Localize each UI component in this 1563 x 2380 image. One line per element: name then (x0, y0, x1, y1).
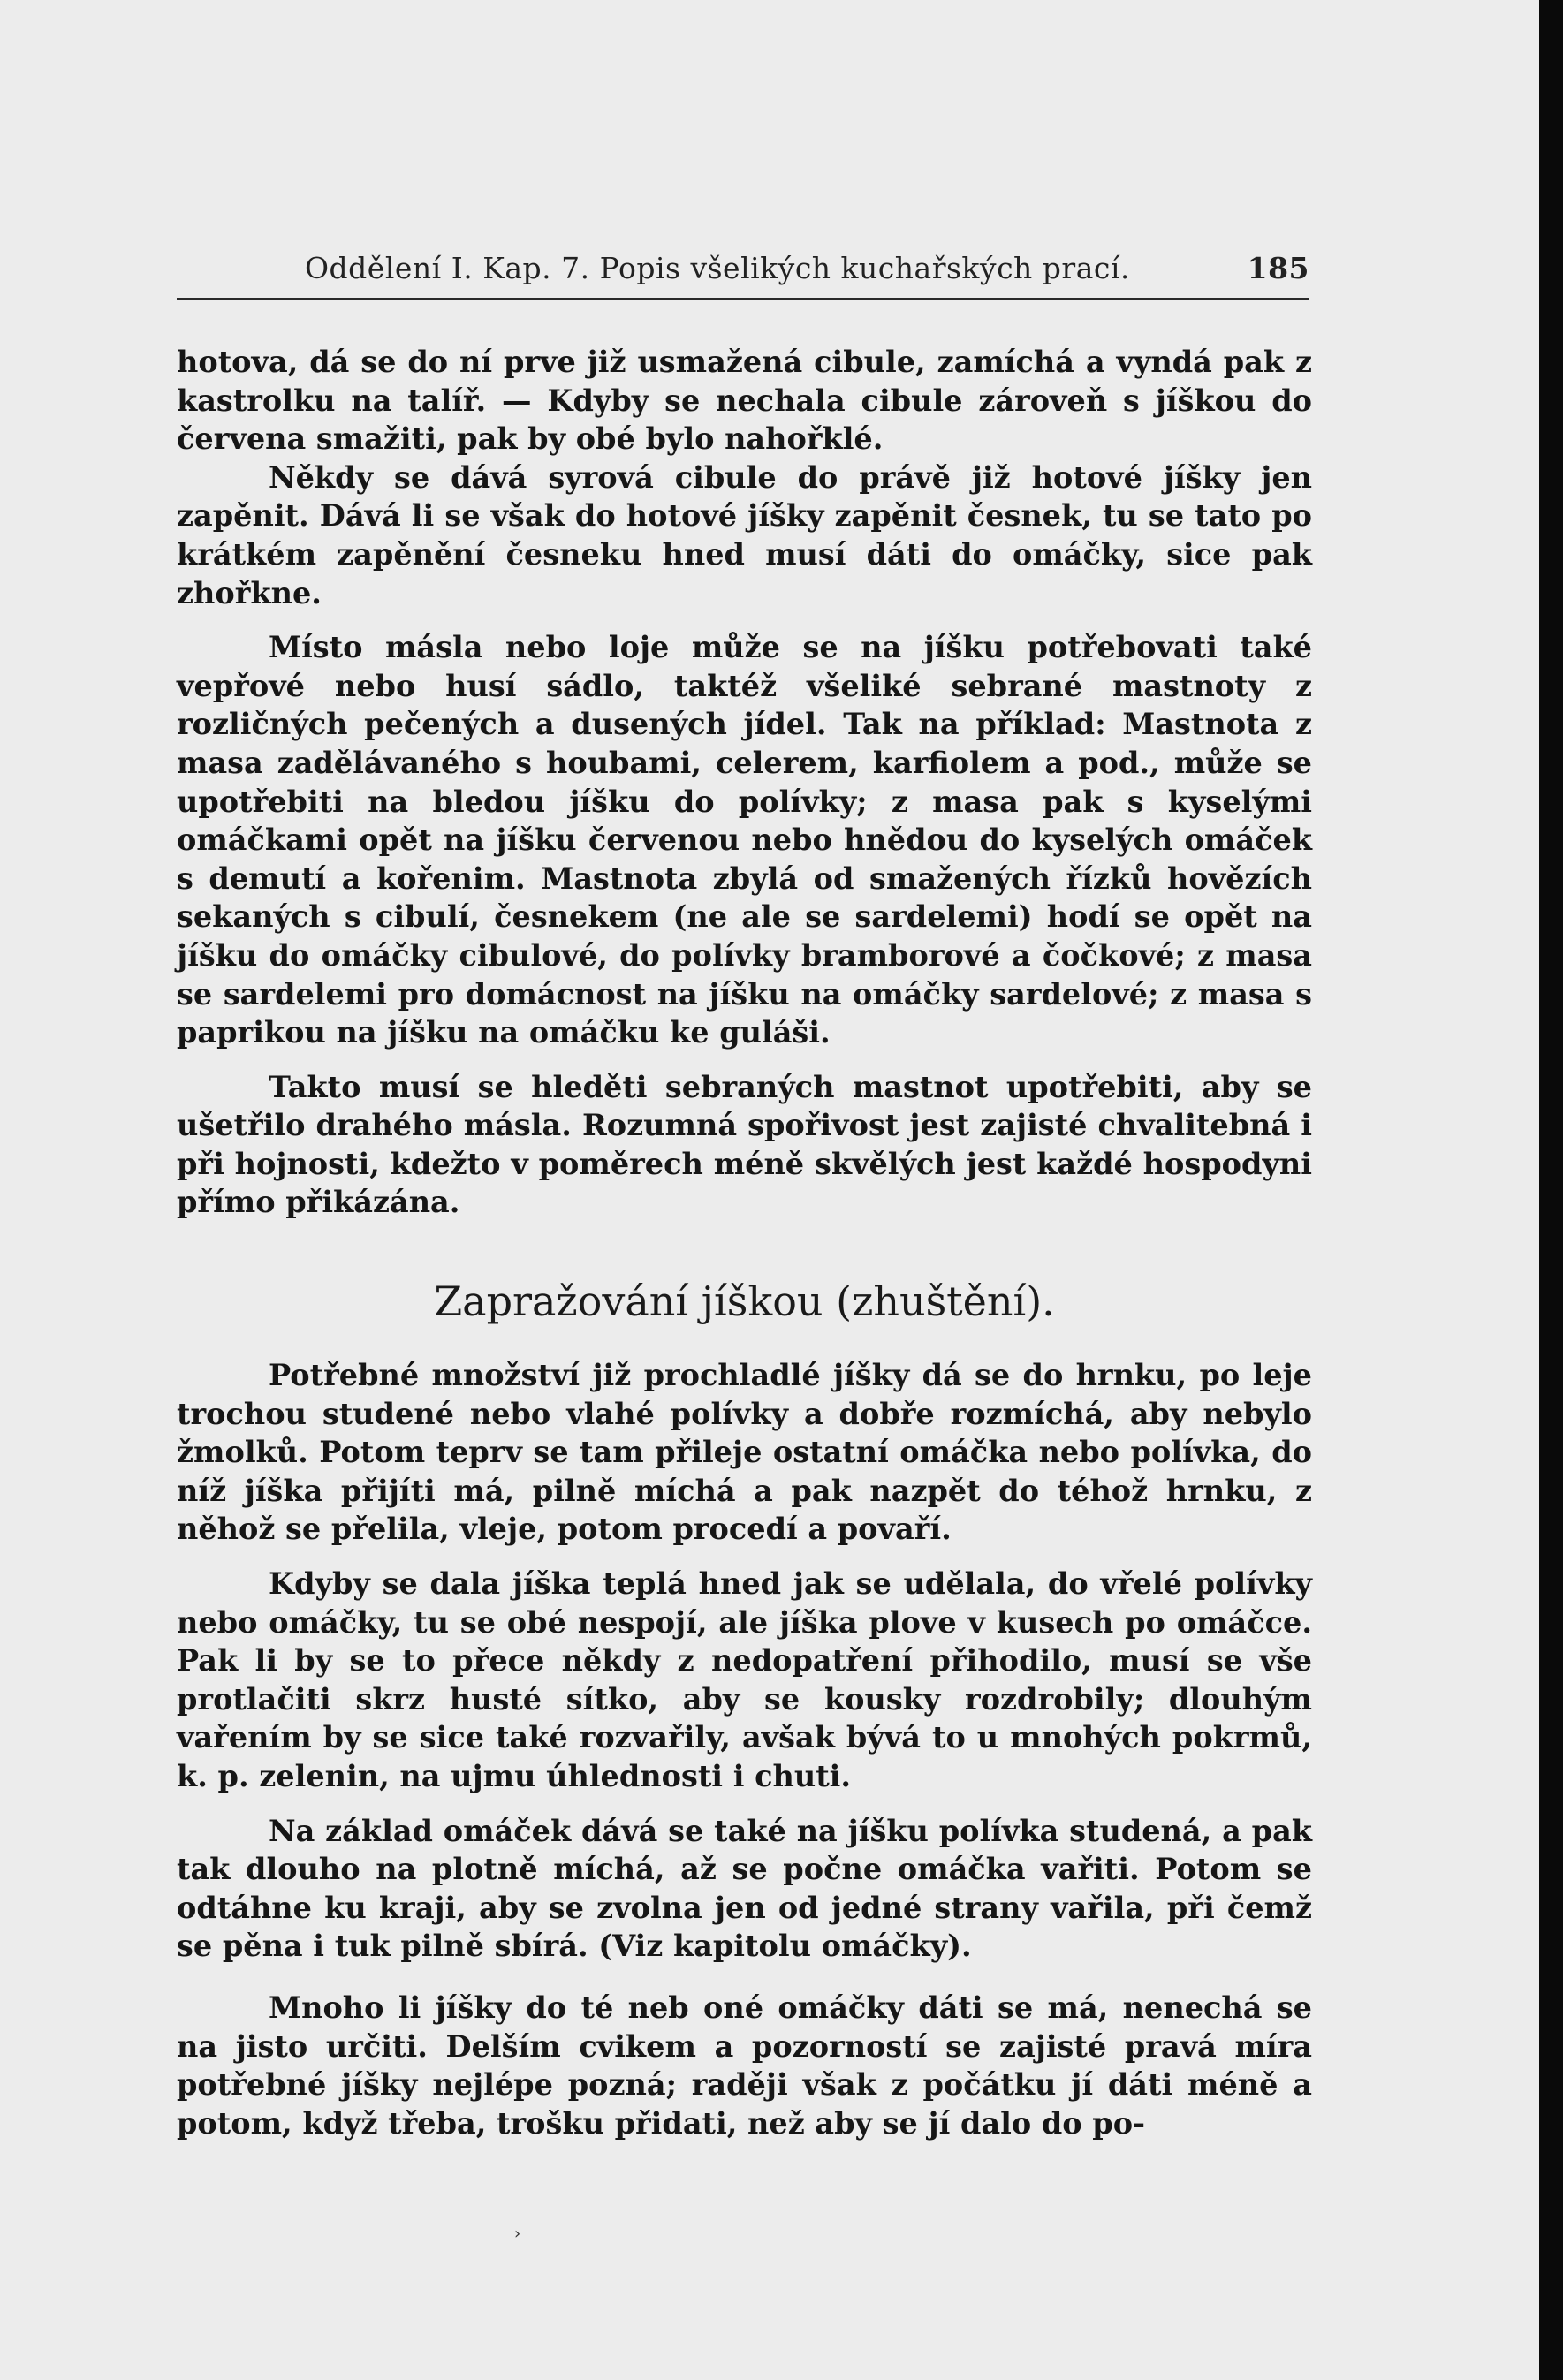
paragraph: Místo másla nebo loje může se na jíšku potřebovati také vepřové nebo husí sádlo, taktéž všeliké sebrané mastnoty z rozličných pečených a dusených jídel. Tak na příklad: Mastnota z masa zadělávaného s houbami, celerem, karfiolem a pod., může se upotřebiti na bledou jíšku do polívky; z masa pak s kyselými omáčkami opět na jíšku červenou nebo hnědou do kyselých omáček s demutí a kořenim. Mastnota zbylá od smažených řízků hovězích sekaných s cibulí, česnekem (ne ale se sardelemi) hodí se opět na jíšku do omáčky cibulové, do polívky bramborové a čočkové; z masa se sardelemi pro domácnost na jíšku na omáčky sardelové; z masa s paprikou na jíšku na omáčku ke guláši. (177, 630, 1312, 1050)
running-header (177, 251, 1309, 295)
paragraph: Potřebné množství již prochladlé jíšky dá se do hrnku, po leje trochou studené nebo vlahé polívky a dobře rozmíchá, aby nebylo žmolků. Potom teprv se tam přileje ostatní omáčka nebo polívka, do níž jíška přijíti má, pilně míchá a pak nazpět do téhož hrnku, z něhož se přelila, vleje, potom procedí a povaří. (177, 1358, 1312, 1547)
paragraph: Kdyby se dala jíška teplá hned jak se udělala, do vřelé polívky nebo omáčky, tu se obé nespojí, ale jíška plove v kusech po omáčce. Pak li by se to přece někdy z nedopatření přihodilo, musí se vše protlačiti skrz husté sítko, aby se kousky rozdrobily; dlouhým vařením by se sice také rozvařily, avšak bývá to u mnohých pokrmů, k. p. zelenin, na ujmu úhlednosti i chuti. (177, 1566, 1312, 1793)
header-rule (177, 298, 1309, 300)
paragraph: Takto musí se hleděti sebraných mastnot upotřebiti, aby se ušetřilo drahého másla. Rozumná spořivost jest zajisté chvalitebná i při hojnosti, kdežto v poměrech méně skvělých jest každé hospodyni přímo přikázána. (177, 1069, 1312, 1220)
running-title: Oddělení I. Kap. 7. Popis všelikých kuchařských prací. (305, 251, 1130, 285)
paragraph: hotova, dá se do ní prve již usmažená cibule, zamíchá a vyndá pak z kastrolku na talíř. — Kdyby se nechala cibule zároveň s jíškou do červena smažiti, pak by obé bylo nahořklé. (177, 345, 1312, 457)
section-heading: Zapražování jíškou (zhuštění). (434, 1277, 1055, 1326)
paragraph: Někdy se dává syrová cibule do právě již hotové jíšky jen zapěnit. Dává li se však do hotové jíšky zapěnit česnek, tu se tato po krátkém zapěnění česneku hned musí dáti do omáčky, sice pak zhořkne. (177, 459, 1312, 610)
footer-mark: › (514, 2225, 521, 2243)
paragraph: Mnoho li jíšky do té neb oné omáčky dáti se má, nenechá se na jisto určiti. Delším cvikem a pozorností se zajisté pravá míra potřebné jíšky nejlépe pozná; raději však z počátku jí dáti méně a potom, když třeba, trošku přidati, než aby se jí dalo do po- (177, 1990, 1312, 2141)
paragraph: Na základ omáček dává se také na jíšku polívka studená, a pak tak dlouho na plotně míchá, až se počne omáčka vařiti. Potom se odtáhne ku kraji, aby se zvolna jen od jedné strany vařila, při čemž se pěna i tuk pilně sbírá. (Viz kapitolu omáčky). (177, 1813, 1312, 1964)
page-body (177, 343, 1312, 2142)
page-edge-shadow (1539, 0, 1563, 2380)
page-number: 185 (1247, 251, 1309, 285)
